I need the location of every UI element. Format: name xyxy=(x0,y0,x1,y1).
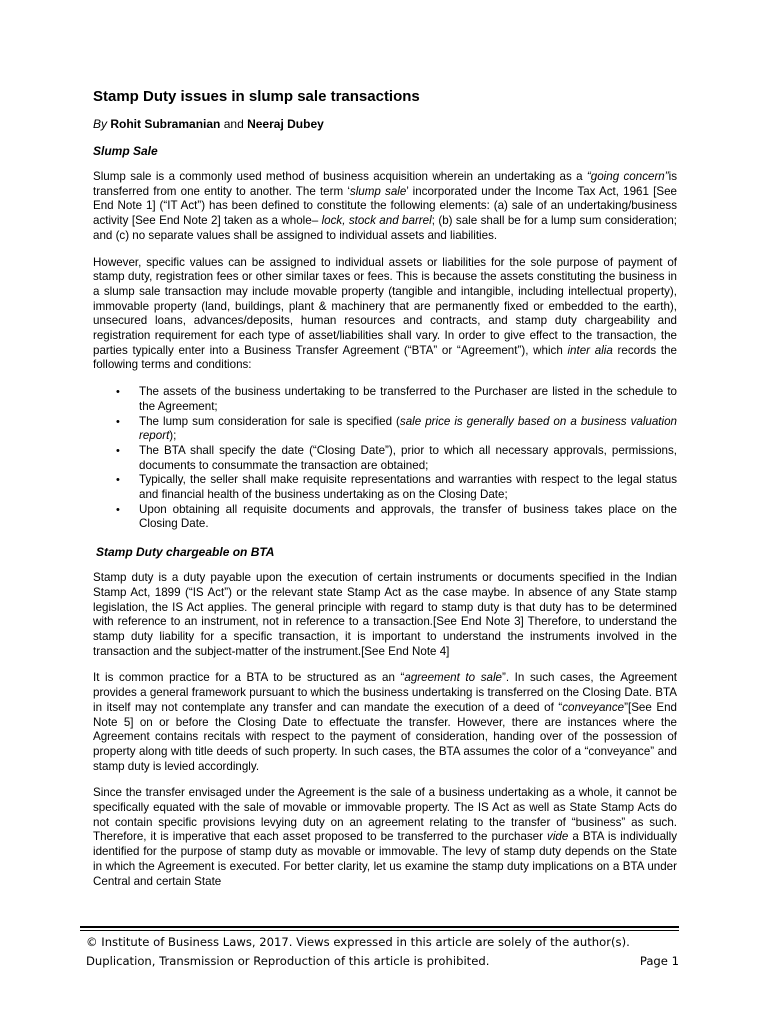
paragraph-specific-values: However, specific values can be assigned to individual assets or liabilities for the sole purpose of payment of stamp duty, registration fees or other similar taxes or fees. This is because the assets constituting the business in a slump sale transaction may include movable property (tangible and intangible, including intellectual property), immovable property (land, buildings, plant & machinery that are permanently fixed or embedded to the earth), unsecured loans, advances/deposits, human resources and contracts, and stamp duty chargeability and registration requirement for each type of asset/liabilities shall vary. In order to give effect to the transaction, the parties typically enter into a Business Transfer Agreement (“BTA” or “Agreement”), which inter alia records the following terms and conditions: xyxy=(93,255,677,372)
list-item: • Typically, the seller shall make requisite representations and warranties with respect to the legal status and financial health of the business undertaking as on the Closing Date; xyxy=(116,473,677,502)
bta-terms-list xyxy=(93,385,677,532)
article-body xyxy=(93,88,677,901)
page-number: Page 1 xyxy=(639,954,679,968)
paragraph-agreement-to-sale: It is common practice for a BTA to be structured as an “agreement to sale”. In such cases, the Agreement provides a general framework pursuant to which the business undertaking is transferred on the Closing Date. BTA in itself may not contemplate any transfer and can mandate the execution of a deed of “conveyance”[See End Note 5] on or before the Closing Date to effectuate the transfer. However, there are instances where the Agreement contains recitals with respect to the payment of consideration, handing over of the possession of property along with title deeds of such property. In such cases, the BTA assumes the color of a “conveyance” and stamp duty is levied accordingly. xyxy=(93,671,678,773)
paragraph-transfer-of-business: Since the transfer envisaged under the Agreement is the sale of a business undertaking as a whole, it cannot be specifically equated with the sale of movable or immovable property. The IS Act as well as State Stamp Acts do not contain specific provisions levying duty on an agreement relating to the transfer of “business” as such. Therefore, it is imperative that each asset proposed to be transferred to the purchaser vide a BTA is individually identified for the purpose of stamp duty as movable or immovable. The levy of stamp duty depends on the State in which the Agreement is executed. For better clarity, let us examine the stamp duty implications on a BTA under Central and certain State xyxy=(93,786,678,888)
reproduction-notice: Duplication, Transmission or Reproduction of this article is prohibited. xyxy=(86,954,490,968)
paragraph-slump-sale-definition: Slump sale is a commonly used method of business acquisition wherein an undertaking as a “going concern”is transferred from one entity to another. The term ‘slump sale’ incorporated under the Income Tax Act, 1961 [See End Note 1] (“IT Act”) has been defined to constitute the following elements: (a) sale of an undertaking/business activity [See End Note 2] taken as a whole– lock, stock and barrel; (b) sale shall be for a lump sum consideration; and (c) no separate values shall be assigned to individual assets and liabilities. xyxy=(93,170,677,242)
byline-by: By xyxy=(93,117,108,131)
paragraph-stamp-duty-definition: Stamp duty is a duty payable upon the execution of certain instruments or documents specified in the Indian Stamp Act, 1899 (“IS Act”) or the relevant state Stamp Act as the case maybe. In absence of any State stamp legislation, the IS Act applies. The general principle with regard to stamp duty is that duty has to be determined with reference to an instrument, not in reference to a transaction.[See End Note 3] Therefore, to understand the stamp duty liability for a specific transaction, it is important to understand the instruments involved in the transaction and the subject-matter of the instrument.[See End Note 4] xyxy=(93,571,677,658)
list-item: • The lump sum consideration for sale is specified (sale price is generally based on a business valuation report); xyxy=(116,414,677,443)
bullet-icon: • xyxy=(116,415,120,428)
section-heading-slump-sale: Slump Sale xyxy=(93,144,158,158)
bullet-icon: • xyxy=(116,444,120,457)
bullet-icon: • xyxy=(116,474,120,487)
section-heading-stamp-duty-bta: Stamp Duty chargeable on BTA xyxy=(96,545,275,560)
page-footer xyxy=(86,933,679,971)
article-title: Stamp Duty issues in slump sale transactions xyxy=(93,88,420,105)
footer-divider xyxy=(80,930,679,931)
byline-and: and xyxy=(223,117,244,131)
bullet-icon: • xyxy=(116,503,120,516)
list-item: • The BTA shall specify the date (“Closing Date”), prior to which all necessary approvals, permissions, documents to consummate the transaction are obtained; xyxy=(116,443,677,472)
bullet-icon: • xyxy=(116,386,120,399)
copyright-notice: © Institute of Business Laws, 2017. Views expressed in this article are solely of the author(s). xyxy=(86,935,630,949)
list-item: • The assets of the business undertaking to be transferred to the Purchaser are listed in the schedule to the Agreement; xyxy=(116,385,677,413)
footer-line-2 xyxy=(86,952,679,971)
author-name: Neeraj Dubey xyxy=(247,117,324,131)
author-name: Rohit Subramanian xyxy=(110,117,221,131)
byline xyxy=(93,117,677,131)
list-item: • Upon obtaining all requisite documents and approvals, the transfer of business takes place on the Closing Date. xyxy=(116,502,677,531)
footer-divider xyxy=(80,926,679,928)
